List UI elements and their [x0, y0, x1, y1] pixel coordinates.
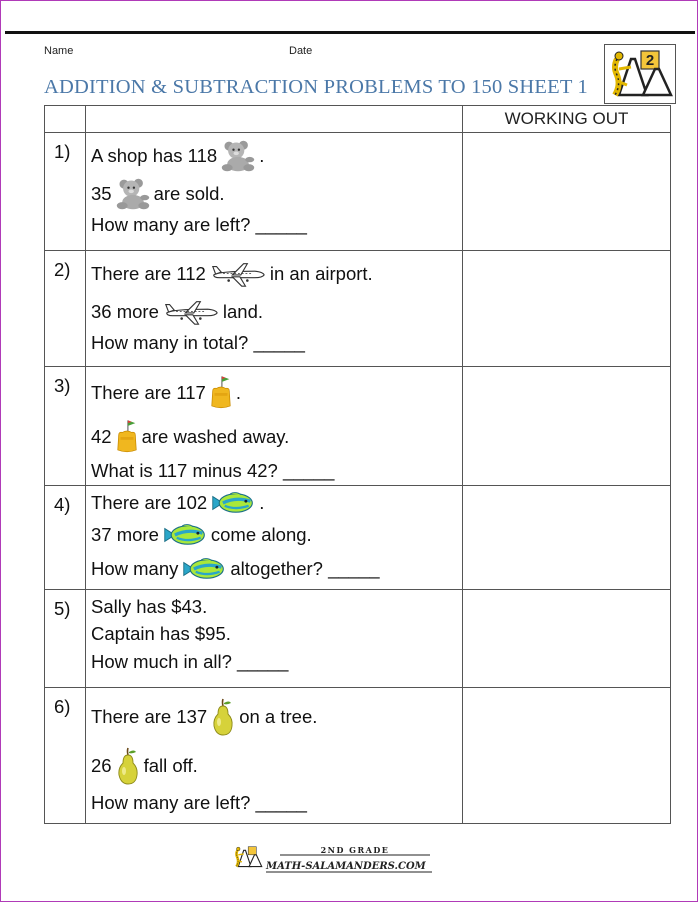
fish-icon: [162, 523, 208, 547]
problem-question: altogether? _____: [230, 558, 380, 579]
logo-grade-badge: 2: [645, 52, 655, 69]
problem-text: How many: [91, 558, 179, 579]
pear-icon: [115, 746, 141, 786]
problem-row-5: [45, 590, 671, 688]
airplane-icon: [209, 260, 267, 288]
problem-number: 1): [54, 141, 71, 162]
problem-text: on a tree.: [239, 706, 318, 727]
problem-text: 26: [91, 755, 112, 776]
salamander-logo: [604, 44, 676, 104]
table-header-row: [45, 106, 671, 133]
problem-text: are sold.: [153, 183, 225, 204]
teddy-bear-icon: [115, 177, 151, 211]
header-rule: [5, 31, 695, 34]
problem-number: 5): [54, 598, 71, 619]
problem-text: 37 more: [91, 524, 159, 545]
working-out-header: WORKING OUT: [463, 106, 671, 133]
problem-text: .: [235, 382, 241, 403]
problem-text: land.: [222, 301, 263, 322]
fish-icon: [181, 557, 227, 581]
working-out-cell[interactable]: [463, 251, 671, 367]
name-label: Name: [44, 45, 74, 57]
problem-row-2: [45, 251, 671, 367]
problem-text: Sally has $43.: [91, 596, 208, 617]
working-out-cell[interactable]: [463, 688, 671, 824]
sandcastle-icon: [115, 418, 139, 456]
problem-text: There are 112: [91, 263, 206, 284]
footer-grade-text: 2ND GRADE: [320, 845, 390, 855]
problem-number: 3): [54, 375, 71, 396]
teddy-bear-icon: [220, 139, 256, 173]
working-out-cell[interactable]: [463, 486, 671, 590]
problems-table: [44, 105, 671, 824]
problem-text: fall off.: [143, 755, 198, 776]
problem-row-1: [45, 133, 671, 251]
problem-number: 6): [54, 696, 71, 717]
problem-question: How many are left? _____: [91, 792, 307, 813]
problem-text: 35: [91, 183, 112, 204]
problem-text: .: [259, 145, 265, 166]
problem-text: 36 more: [91, 301, 159, 322]
problem-text: in an airport.: [269, 263, 373, 284]
worksheet-title: ADDITION & SUBTRACTION PROBLEMS TO 150 SHEET 1: [44, 76, 588, 98]
sandcastle-icon: [209, 374, 233, 412]
problem-text: Captain has $95.: [91, 623, 231, 644]
problem-number: 4): [54, 494, 71, 515]
problem-number: 2): [54, 259, 71, 280]
problem-row-4: [45, 486, 671, 590]
footer-logo[interactable]: [232, 842, 442, 876]
problem-question: What is 117 minus 42? _____: [91, 460, 335, 481]
problem-text: are washed away.: [141, 426, 290, 447]
fish-icon: [210, 491, 256, 515]
working-out-cell[interactable]: [463, 367, 671, 486]
pear-icon: [210, 697, 236, 737]
problem-question: How many are left? _____: [91, 214, 307, 235]
problem-text: come along.: [210, 524, 312, 545]
problem-text: A shop has 118: [91, 145, 218, 166]
problem-text: There are 137: [91, 706, 208, 727]
working-out-cell[interactable]: [463, 133, 671, 251]
problem-row-3: [45, 367, 671, 486]
problem-text: There are 117: [91, 382, 206, 403]
problem-question: How much in all? _____: [91, 651, 289, 672]
problem-text: There are 102: [91, 492, 208, 513]
working-out-cell[interactable]: [463, 590, 671, 688]
problem-text: 42: [91, 426, 112, 447]
footer-site-text: MATH-SALAMANDERS.COM: [266, 861, 426, 872]
problem-row-6: [45, 688, 671, 824]
airplane-icon: [162, 298, 220, 326]
date-label: Date: [289, 45, 313, 57]
problem-text: .: [259, 492, 265, 513]
problem-question: How many in total? _____: [91, 332, 305, 353]
